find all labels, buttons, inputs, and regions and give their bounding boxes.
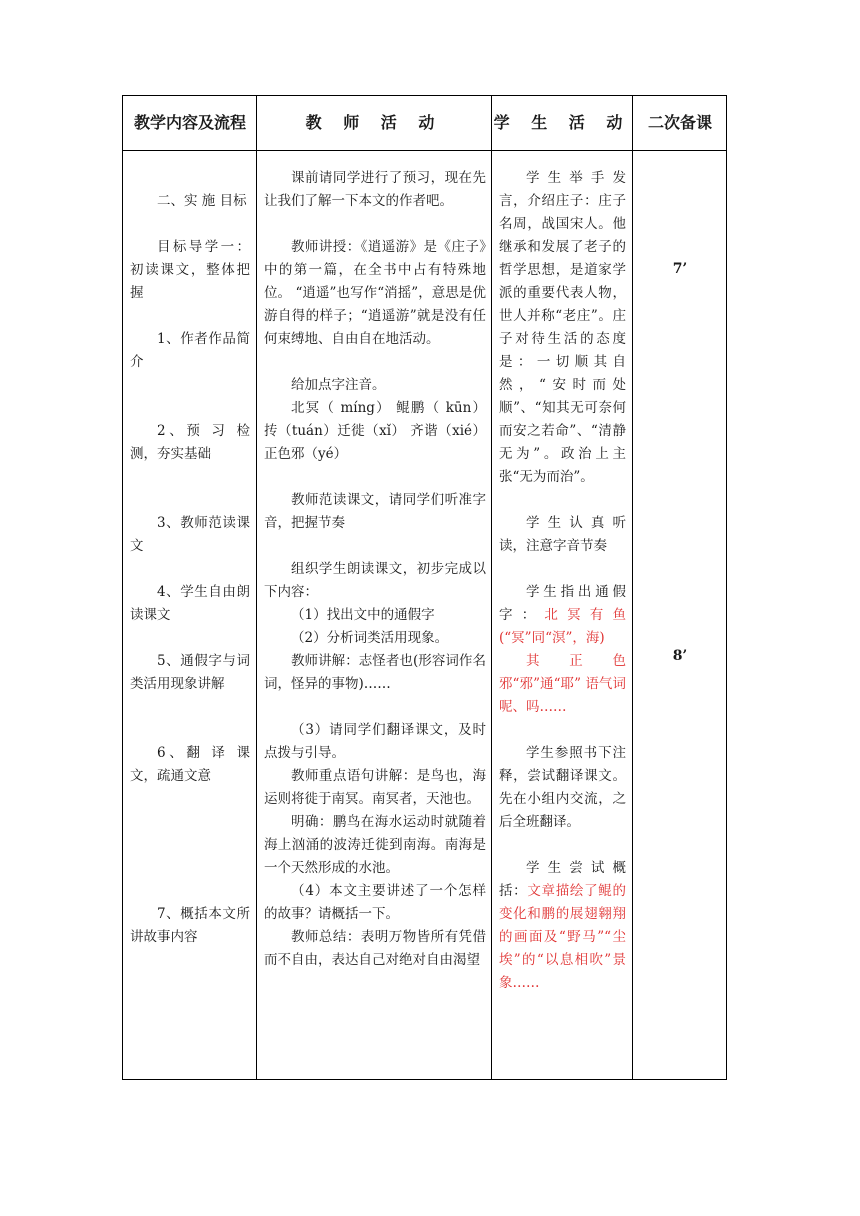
column-divider (256, 96, 257, 1079)
flow-item-3: 3、教师范读课文 (130, 515, 250, 554)
student-para: 学 生 认 真 听读，注意字音节奏 (499, 515, 626, 554)
flow-item-2: 2、预 习 检测，夯实基础 (130, 423, 250, 462)
student-para (499, 581, 626, 650)
teacher-para: 教师讲授：《逍遥游》是《庄子》中的第一篇，在全书中占有特殊地位。 “逍遥”也写作“消摇”，意思是优游自得的样子；“逍遥游”就是没有任何束缚地、自由自在地活动。 (264, 239, 486, 347)
flow-item-6: 6、翻 译 课文，疏通文意 (130, 745, 250, 784)
time-marker: 8’ (672, 648, 688, 664)
flow-item-4: 4、学生自由朗读课文 (130, 584, 250, 623)
flow-item-goal: 二、实 施 目标 (157, 193, 247, 209)
teacher-para: 组织学生朗读课文，初步完成以下内容： (264, 561, 486, 600)
teacher-para: 北冥（ míng） 鲲鹏（ kūn） 抟（tuán）迁徙（xǐ） 齐谐（xié）正色邪（yé） (264, 400, 486, 462)
teacher-para: 教师范读课文，请同学们听准字音，把握节奏 (264, 492, 486, 531)
student-para: 学 生 举 手 发言，介绍庄子：庄子名周，战国宋人。他继承和发展了老子的哲学思想，是道家学派的重要代表人物，世人并称“老庄”。庄子对待生活的态度是：一切顺其自然，“安时而处顺”、“知其无可奈何而安之若命”、“清静无为”。政治上主张“无为而治”。 (499, 170, 626, 485)
header-content-flow: 教学内容及流程 (133, 113, 246, 132)
column-divider (491, 96, 492, 1079)
flow-item-guide: 目标导学一：初读课文，整体把握 (130, 239, 250, 301)
header-student-activity: 学 生 活 动 (493, 113, 631, 132)
student-answer-text: 北冥有鱼(“冥”同“溟”，海) (499, 607, 627, 646)
column-divider (632, 96, 633, 1079)
flow-item-5: 5、通假字与词类活用现象讲解 (130, 653, 250, 692)
header-divider (123, 150, 726, 151)
student-activity-column (499, 167, 626, 995)
teacher-para: （1）找出文中的通假字 (291, 607, 435, 623)
student-text: 学 生 尝 试 概括： (499, 860, 626, 899)
teacher-para: 明确：鹏鸟在海水运动时就随着海上汹涌的波涛迁徙到南海。南海是一个天然形成的水池。 (264, 814, 486, 876)
content-flow-column (130, 167, 250, 949)
teacher-para: 教师总结：表明万物皆所有凭借而不自由，表达自己对绝对自由渴望 (264, 929, 486, 968)
teacher-activity-column (264, 167, 486, 972)
lesson-plan-table (122, 95, 727, 1080)
flow-item-1: 1、作者作品简介 (130, 331, 250, 370)
flow-item-7: 7、概括本文所讲故事内容 (130, 906, 250, 945)
teacher-para: 课前请同学进行了预习，现在先让我们了解一下本文的作者吧。 (264, 170, 486, 209)
teacher-para: （3）请同学们翻译课文，及时点拨与引导。 (264, 722, 486, 761)
teacher-para: 给加点字注音。 (291, 377, 386, 393)
student-para (499, 857, 626, 995)
teacher-para: （2）分析词类活用现象。 (291, 630, 449, 646)
student-answer-text: 文章描绘了鲲的变化和鹏的展翅翱翔的画面及“野马”“尘埃”的“以息相吹”景象…… (499, 883, 626, 991)
student-para: 学生参照书下注释，尝试翻译课文。先在小组内交流，之后全班翻译。 (499, 745, 626, 830)
student-answer-text: 其 正 色 邪“邪”通“耶” 语气词 呢、吗…… (499, 653, 626, 715)
teacher-para: 教师重点语句讲解：是鸟也，海运则将徙于南冥。南冥者，天池也。 (264, 768, 486, 807)
student-text: 学生指出通假字： (499, 584, 626, 623)
teacher-para: （4）本文主要讲述了一个怎样的故事？请概括一下。 (264, 883, 486, 922)
header-teacher-activity: 教 师 活 动 (305, 113, 443, 132)
header-second-prep: 二次备课 (647, 113, 712, 132)
time-marker: 7’ (672, 261, 688, 277)
teacher-para: 教师讲解：志怪者也(形容词作名词，怪异的事物)…… (264, 653, 486, 692)
